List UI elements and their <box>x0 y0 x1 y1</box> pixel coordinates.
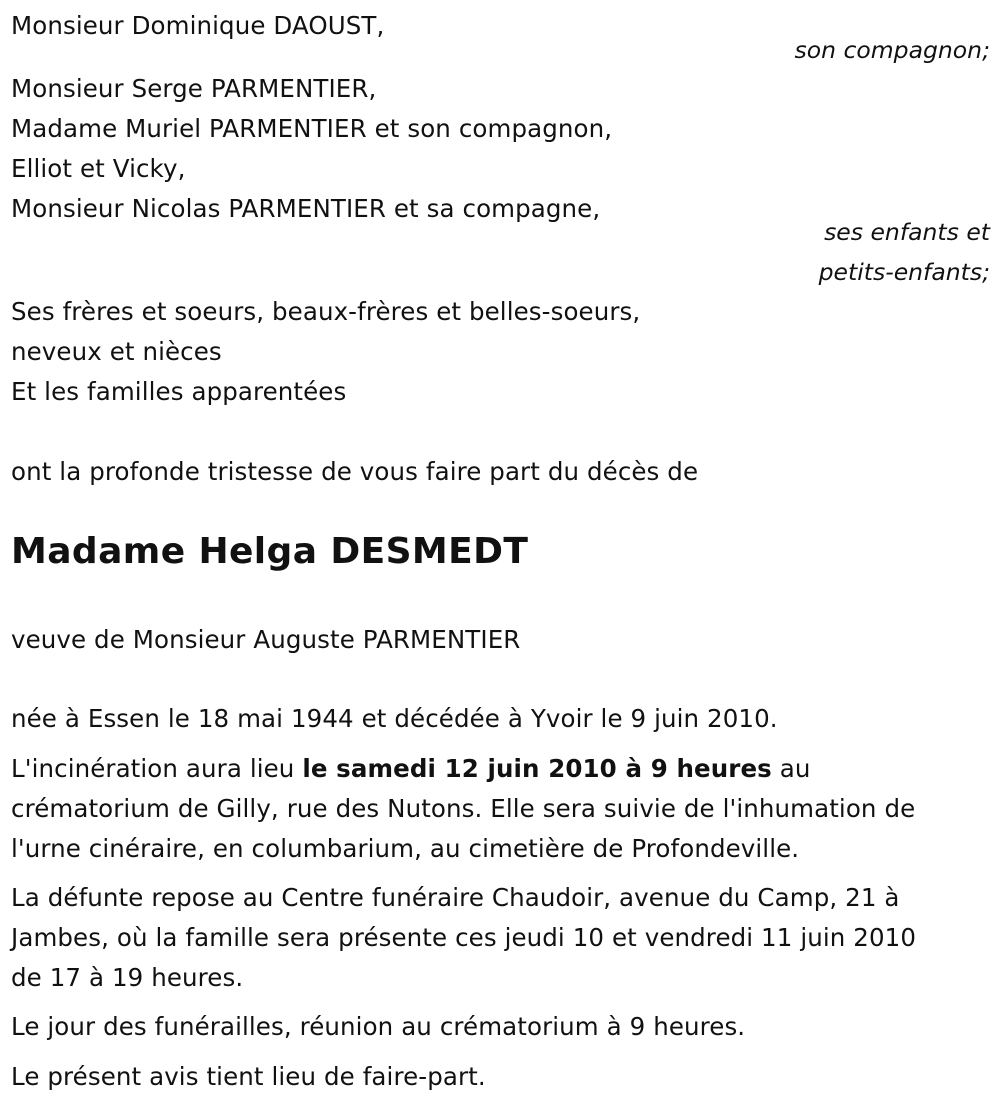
ceremony-prefix: L'incinération aura lieu <box>11 754 303 783</box>
ceremony-line3: l'urne cinéraire, en columbarium, au cimetière de Profondeville. <box>11 834 800 863</box>
child-line: Monsieur Nicolas PARMENTIER et sa compagne, <box>11 194 601 223</box>
widow-of: veuve de Monsieur Auguste PARMENTIER <box>11 625 521 654</box>
rest-line3: de 17 à 19 heures. <box>11 963 244 992</box>
relatives-line: neveux et nièces <box>11 337 222 366</box>
rest-line1: La défunte repose au Centre funéraire Chaudoir, avenue du Camp, 21 à <box>11 883 900 912</box>
ceremony-line2: crématorium de Gilly, rue des Nutons. Elle sera suivie de l'inhumation de <box>11 794 916 823</box>
relatives-line: Ses frères et soeurs, beaux-frères et belles-soeurs, <box>11 297 641 326</box>
notice-text: Le présent avis tient lieu de faire-part. <box>11 1062 486 1091</box>
rest-line2: Jambes, où la famille sera présente ces jeudi 10 et vendredi 11 juin 2010 <box>11 923 917 952</box>
child-line: Madame Muriel PARMENTIER et son compagnon, <box>11 114 613 143</box>
companion-role: son compagnon; <box>794 36 990 64</box>
ceremony-date: le samedi 12 juin 2010 à 9 heures <box>302 754 772 783</box>
deceased-name: Madame Helga DESMEDT <box>11 531 529 572</box>
child-line: Elliot et Vicky, <box>11 154 186 183</box>
child-line: Monsieur Serge PARMENTIER, <box>11 74 377 103</box>
relatives-line: Et les familles apparentées <box>11 377 347 406</box>
birth-death: née à Essen le 18 mai 1944 et décédée à Yvoir le 9 juin 2010. <box>11 704 778 733</box>
children-role-line2: petits-enfants; <box>818 258 990 286</box>
announcement-text: ont la profonde tristesse de vous faire part du décès de <box>11 457 699 486</box>
companion-name: Monsieur Dominique DAOUST, <box>11 11 385 40</box>
children-role-line1: ses enfants et <box>824 218 990 246</box>
ceremony-suffix: au <box>771 754 811 783</box>
ceremony-line1 <box>11 749 811 789</box>
meeting-info: Le jour des funérailles, réunion au crématorium à 9 heures. <box>11 1012 746 1041</box>
